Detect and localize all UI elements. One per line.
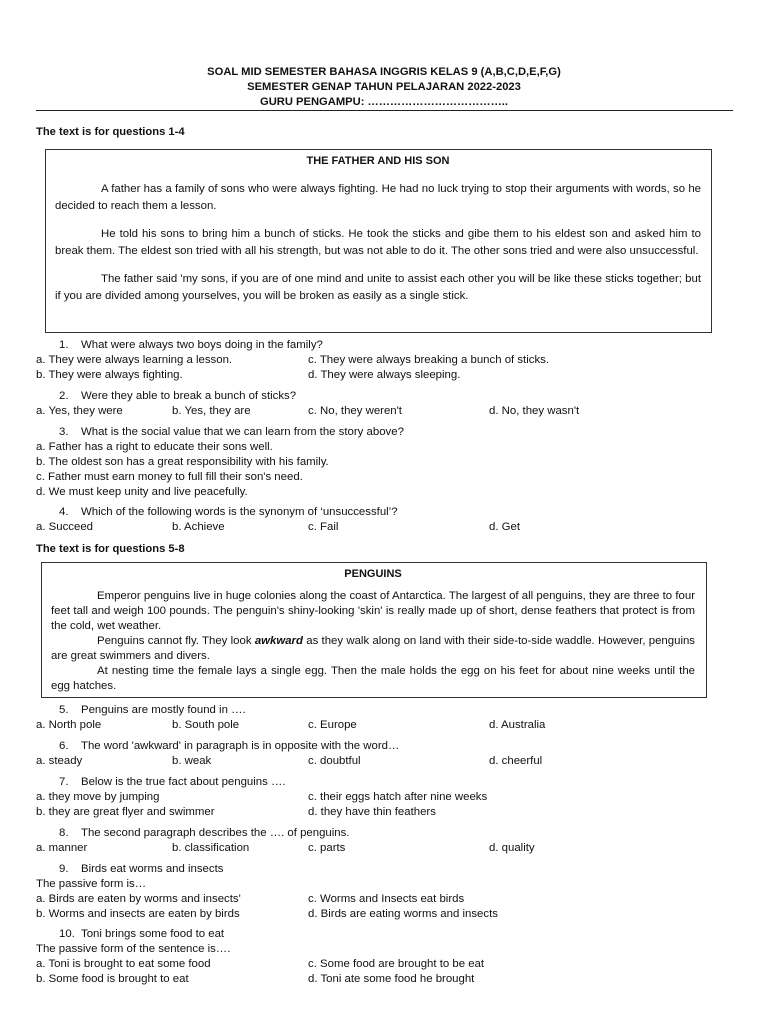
section-label-2: The text is for questions 5-8 <box>36 543 185 555</box>
question-number: 3. <box>59 426 69 438</box>
option: a. Toni is brought to eat some food <box>36 958 211 970</box>
reading-title: THE FATHER AND HIS SON <box>306 155 450 167</box>
reading-paragraph: Emperor penguins live in huge colonies along the coast of Antarctica. The largest of all penguins, they are three to four feet tall and weigh 100 pounds. The penguin's shiny-looking 'skin' is really made up of short, dense feathers that protect is from the cold, wet weather. <box>51 590 695 632</box>
question-number: 5. <box>59 704 69 716</box>
question-text: Below is the true fact about penguins …. <box>81 776 286 788</box>
question-text: Were they able to break a bunch of sticks? <box>81 390 297 402</box>
question-6 <box>36 739 736 769</box>
reading-title: PENGUINS <box>344 568 402 580</box>
question-number: 10. <box>59 928 75 940</box>
header-teacher: GURU PENGAMPU: ……………………………….. <box>260 96 508 108</box>
option: a. They were always learning a lesson. <box>36 354 233 366</box>
exam-header <box>0 65 768 110</box>
option: b. classification <box>172 842 250 854</box>
option: d. No, they wasn't <box>489 405 580 417</box>
option: d. quality <box>489 842 535 854</box>
option: c. doubtful <box>308 755 361 767</box>
question-2 <box>36 389 736 419</box>
option: b. weak <box>172 755 212 767</box>
option: d. they have thin feathers <box>308 806 436 818</box>
question-subtext: The passive form is… <box>36 878 147 890</box>
option: c. They were always breaking a bunch of sticks. <box>308 354 550 366</box>
question-text: Which of the following words is the synonym of ‘unsuccessful’? <box>81 506 398 518</box>
question-text: Birds eat worms and insects <box>81 863 224 875</box>
question-text: Toni brings some food to eat <box>81 928 225 940</box>
option: c. Father must earn money to full fill their son's need. <box>36 471 303 483</box>
option: d. Get <box>489 521 521 533</box>
reading-box-father <box>45 149 712 333</box>
option: a. Father has a right to educate their sons well. <box>36 441 273 453</box>
option: b. Some food is brought to eat <box>36 973 189 985</box>
question-7 <box>36 775 736 820</box>
option: b. they are great flyer and swimmer <box>36 806 215 818</box>
option: a. they move by jumping <box>36 791 160 803</box>
option: c. Some food are brought to be eat <box>308 958 485 970</box>
option: c. Europe <box>308 719 357 731</box>
option: a. Succeed <box>36 521 93 533</box>
question-subtext: The passive form of the sentence is…. <box>36 943 231 955</box>
paragraph-text: as they walk along on land with their side-to-side waddle. However, penguins are great swimmers and divers. <box>51 635 696 662</box>
question-number: 8. <box>59 827 69 839</box>
reading-paragraph: At nesting time the female lays a single egg. Then the male holds the egg on his feet for about nine weeks until the egg hatches. <box>51 665 695 692</box>
option: c. Fail <box>308 521 339 533</box>
option: b. Yes, they are <box>172 405 251 417</box>
option: c. Worms and Insects eat birds <box>308 893 465 905</box>
question-number: 4. <box>59 506 69 518</box>
option: d. Australia <box>489 719 546 731</box>
option: d. Birds are eating worms and insects <box>308 908 498 920</box>
question-text: The second paragraph describes the …. of penguins. <box>81 827 350 839</box>
question-text: Penguins are mostly found in …. <box>81 704 246 716</box>
header-title: SOAL MID SEMESTER BAHASA INGGRIS KELAS 9 (A,B,C,D,E,F,G) <box>207 66 561 78</box>
header-divider <box>36 110 733 111</box>
option: a. North pole <box>36 719 102 731</box>
option: c. No, they weren't <box>308 405 402 417</box>
section-label-1: The text is for questions 1-4 <box>36 126 185 138</box>
question-number: 6. <box>59 740 69 752</box>
option: b. Worms and insects are eaten by birds <box>36 908 240 920</box>
question-8 <box>36 826 736 856</box>
option: d. They were always sleeping. <box>308 369 461 381</box>
option: b. They were always fighting. <box>36 369 183 381</box>
reading-paragraph: A father has a family of sons who were always fighting. He had no luck trying to stop their arguments with words, so he decided to reach them a lesson. <box>55 183 701 212</box>
reading-paragraph: The father said 'my sons, if you are of one mind and unite to assist each other you will be like these sticks together; but if you are divided among yourselves, you will be broken as easily as a single stick. <box>55 273 701 302</box>
option: d. We must keep unity and live peacefully. <box>36 486 248 498</box>
option: a. steady <box>36 755 83 767</box>
question-3 <box>36 425 736 500</box>
reading-paragraph: He told his sons to bring him a bunch of sticks. He took the sticks and gibe them to his eldest son and asked him to break them. The eldest son tried with all his strength, but was not able to do it. The other sons tried and were also unsuccessful. <box>55 228 701 257</box>
question-text: The word 'awkward' in paragraph is in opposite with the word… <box>81 740 400 752</box>
question-9 <box>36 862 736 922</box>
question-number: 1. <box>59 339 69 351</box>
question-text: What were always two boys doing in the family? <box>81 339 323 351</box>
question-number: 2. <box>59 390 69 402</box>
reading-paragraph <box>51 634 695 664</box>
option: a. Yes, they were <box>36 405 123 417</box>
option: a. manner <box>36 842 88 854</box>
option: b. Achieve <box>172 521 225 533</box>
option: d. Toni ate some food he brought <box>308 973 475 985</box>
question-number: 7. <box>59 776 69 788</box>
option: a. Birds are eaten by worms and insects' <box>36 893 241 905</box>
option: c. their eggs hatch after nine weeks <box>308 791 488 803</box>
question-10 <box>36 927 736 987</box>
option: d. cheerful <box>489 755 543 767</box>
question-text: What is the social value that we can learn from the story above? <box>81 426 404 438</box>
option: c. parts <box>308 842 346 854</box>
keyword-awkward: awkward <box>254 635 303 647</box>
question-4 <box>36 505 736 535</box>
question-5 <box>36 703 736 733</box>
reading-box-penguins <box>41 562 707 698</box>
option: b. South pole <box>172 719 240 731</box>
header-semester: SEMESTER GENAP TAHUN PELAJARAN 2022-2023 <box>247 81 521 93</box>
question-1 <box>36 338 736 383</box>
paragraph-text: Penguins cannot fly. They look <box>97 635 255 647</box>
question-number: 9. <box>59 863 69 875</box>
option: b. The oldest son has a great responsibility with his family. <box>36 456 329 468</box>
